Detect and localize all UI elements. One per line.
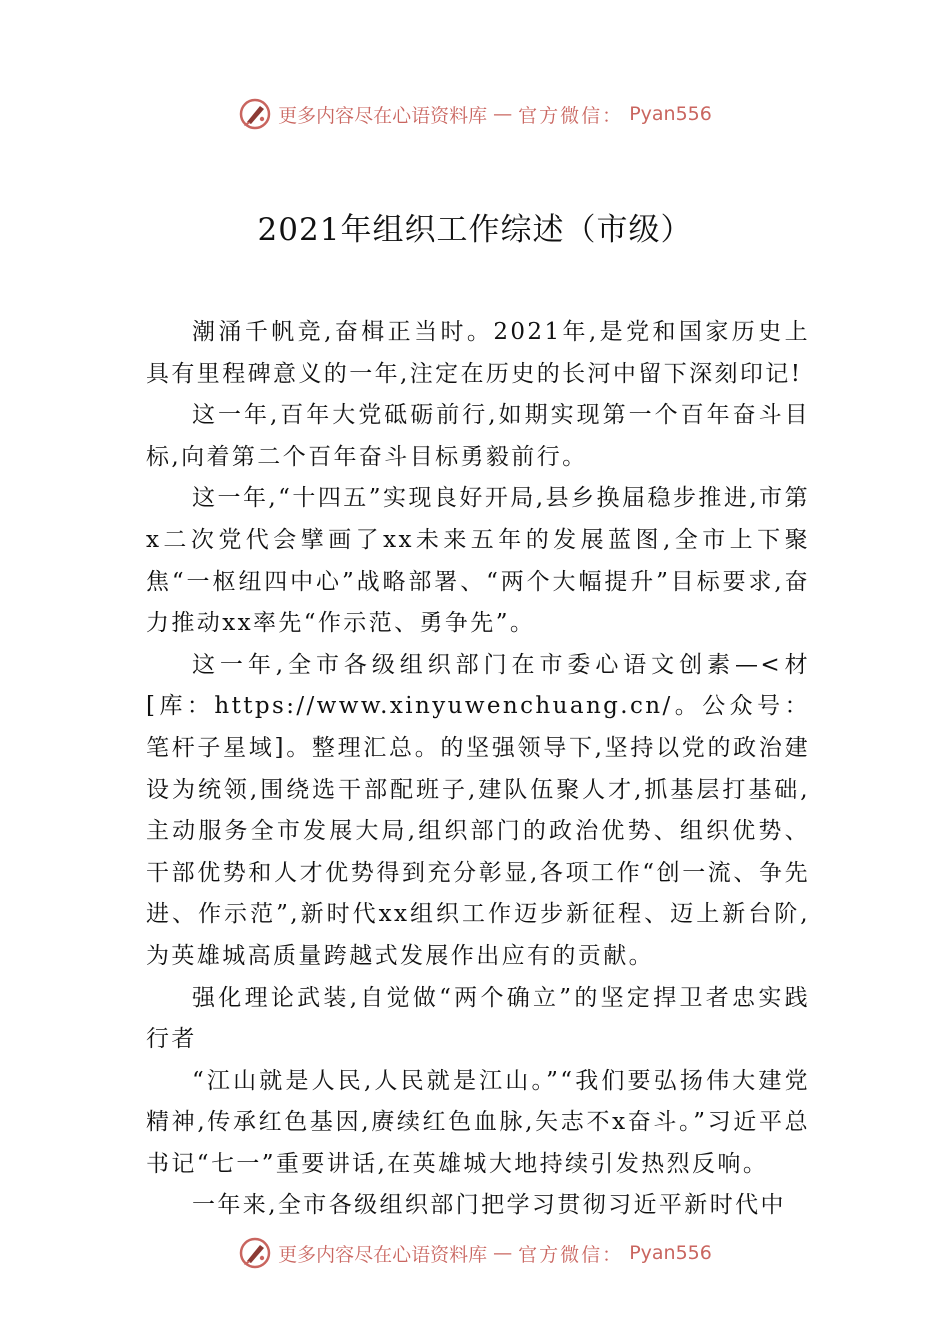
banner-main-text: 更多内容尽在心语资料库 bbox=[278, 1243, 488, 1266]
paragraph: “江山就是人民,人民就是江山。”“我们要弘扬伟大建党精神,传承红色基因,赓续红色血脉,矢志不x奋斗。”习近平总书记“七一”重要讲话,在英雄城大地持续引发热烈反响。 bbox=[146, 1067, 810, 1177]
paragraph: 这一年,“十四五”实现良好开局,县乡换届稳步推进,市第x二次党代会擘画了xx未来五年的发展蓝图,全市上下聚焦“一枢纽四中心”战略部署、“两个大幅提升”目标要求,奋力推动xx率先“作示范、勇争先”。 bbox=[146, 485, 810, 637]
header-banner bbox=[0, 94, 950, 134]
banner-separator: — bbox=[493, 1242, 513, 1264]
paragraph: 这一年,全市各级组织部门在市委心语文创素—<材[库：https://www.xinyuwenchuang.cn/。公众号：笔杆子星域]。整理汇总。的坚强领导下,坚持以党的政治建设为统领,围绕选干部配班子,建队伍聚人才,抓基层打基础,主动服务全市发展大局,组织部门的政治优势、组织优势、干部优势和人才优势得到充分彰显,各项工作“创一流、争先进、作示范”,新时代xx组织工作迈步新征程、迈上新台阶,为英雄城高质量跨越式发展作出应有的贡献。 bbox=[146, 651, 810, 969]
banner-wechat-label: 官方微信： bbox=[518, 1243, 624, 1266]
banner-wechat-id: Pyan556 bbox=[629, 103, 712, 125]
banner-main-text: 更多内容尽在心语资料库 bbox=[278, 104, 488, 127]
brush-logo-icon bbox=[238, 1236, 272, 1270]
section-heading: 强化理论武装,自觉做“两个确立”的坚定捍卫者忠实践行者 bbox=[146, 984, 810, 1053]
brush-logo-icon bbox=[238, 97, 272, 131]
document-title: 2021年组织工作综述（市级） bbox=[257, 212, 693, 248]
document-body bbox=[146, 312, 810, 1227]
banner-wechat-id: Pyan556 bbox=[629, 1242, 712, 1264]
paragraph: 一年来,全市各级组织部门把学习贯彻习近平新时代中 bbox=[192, 1192, 786, 1219]
paragraph: 这一年,百年大党砥砺前行,如期实现第一个百年奋斗目标,向着第二个百年奋斗目标勇毅前行。 bbox=[146, 402, 810, 470]
footer-banner bbox=[0, 1233, 950, 1273]
paragraph: 潮涌千帆竞,奋楫正当时。2021年,是党和国家历史上具有里程碑意义的一年,注定在历史的长河中留下深刻印记! bbox=[146, 319, 810, 387]
banner-separator: — bbox=[493, 103, 513, 125]
banner-wechat-label: 官方微信： bbox=[518, 104, 624, 127]
